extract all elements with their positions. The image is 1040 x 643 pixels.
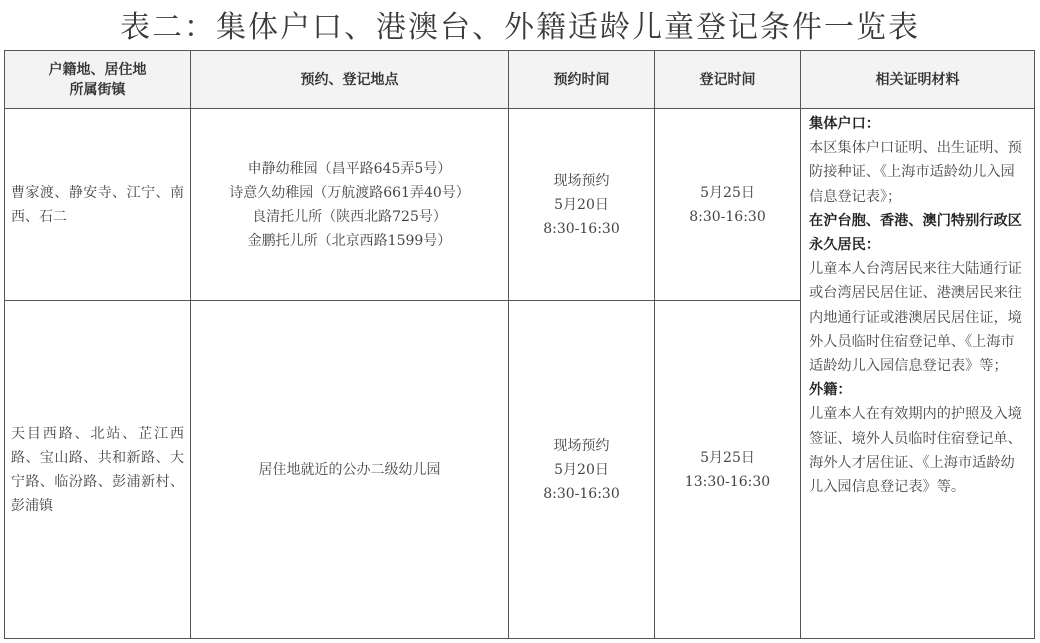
header-appointment-time: 预约时间 xyxy=(509,51,655,109)
materials-heading-foreign: 外籍： xyxy=(809,382,852,399)
appointment-hours: 8:30-16:30 xyxy=(543,220,620,237)
location-item: 金鹏托儿所（北京西路1599号） xyxy=(247,232,452,249)
materials-cell xyxy=(801,109,1035,639)
appointment-hours: 8:30-16:30 xyxy=(543,485,620,502)
materials-heading-collective: 集体户口： xyxy=(809,116,880,132)
registration-date: 5月25日 xyxy=(700,449,755,466)
location-item: 申静幼稚园（昌平路645弄5号） xyxy=(247,160,452,177)
location-cell xyxy=(191,109,509,301)
street-cell: 曹家渡、静安寺、江宁、南西、石二 xyxy=(5,109,191,301)
registration-date: 5月25日 xyxy=(700,184,755,201)
header-materials: 相关证明材料 xyxy=(801,51,1035,109)
header-street-line1: 户籍地、居住地 xyxy=(48,61,147,78)
header-street-line2: 所属街镇 xyxy=(69,81,126,98)
appointment-method: 现场预约 xyxy=(553,172,610,189)
materials-text-hk-macau-taiwan: 儿童本人台湾居民来往大陆通行证或台湾居民居住证、港澳居民来往内地通行证或港澳居民居住证，境外人员临时住宿登记单、《上海市适龄幼儿入园信息登记表》等； xyxy=(809,261,1022,375)
materials-heading-hk-macau-taiwan: 在沪台胞、香港、澳门特别行政区永久居民： xyxy=(809,212,1022,254)
materials-text-foreign: 儿童本人在有效期内的护照及入境签证、境外人员临时住宿登记单、海外人才居住证、《上海市适龄幼儿入园信息登记表》等。 xyxy=(809,406,1022,496)
header-registration-time: 登记时间 xyxy=(655,51,801,109)
appointment-method: 现场预约 xyxy=(553,437,610,454)
appointment-date: 5月20日 xyxy=(554,461,609,478)
page-title: 表二：集体户口、港澳台、外籍适龄儿童登记条件一览表 xyxy=(120,10,920,45)
location-cell xyxy=(191,301,509,639)
appointment-date: 5月20日 xyxy=(554,196,609,213)
registration-hours: 13:30-16:30 xyxy=(684,473,771,490)
registration-cell xyxy=(655,301,801,639)
location-item: 居住地就近的公办二级幼儿园 xyxy=(258,461,441,478)
registration-hours: 8:30-16:30 xyxy=(689,208,766,225)
materials-text-collective: 本区集体户口证明、出生证明、预防接种证、《上海市适龄幼儿入园信息登记表》； xyxy=(809,140,1022,205)
header-row xyxy=(5,51,1035,109)
registration-cell xyxy=(655,109,801,301)
table-row xyxy=(5,109,1035,301)
header-location: 预约、登记地点 xyxy=(191,51,509,109)
registration-table xyxy=(4,50,1035,639)
appointment-cell xyxy=(509,109,655,301)
header-street xyxy=(5,51,191,109)
location-item: 良清托儿所（陕西北路725号） xyxy=(252,208,447,225)
location-item: 诗意久幼稚园（万航渡路661弄40号） xyxy=(229,184,470,201)
appointment-cell xyxy=(509,301,655,639)
street-cell: 天目西路、北站、芷江西路、宝山路、共和新路、大宁路、临汾路、彭浦新村、彭浦镇 xyxy=(5,301,191,639)
